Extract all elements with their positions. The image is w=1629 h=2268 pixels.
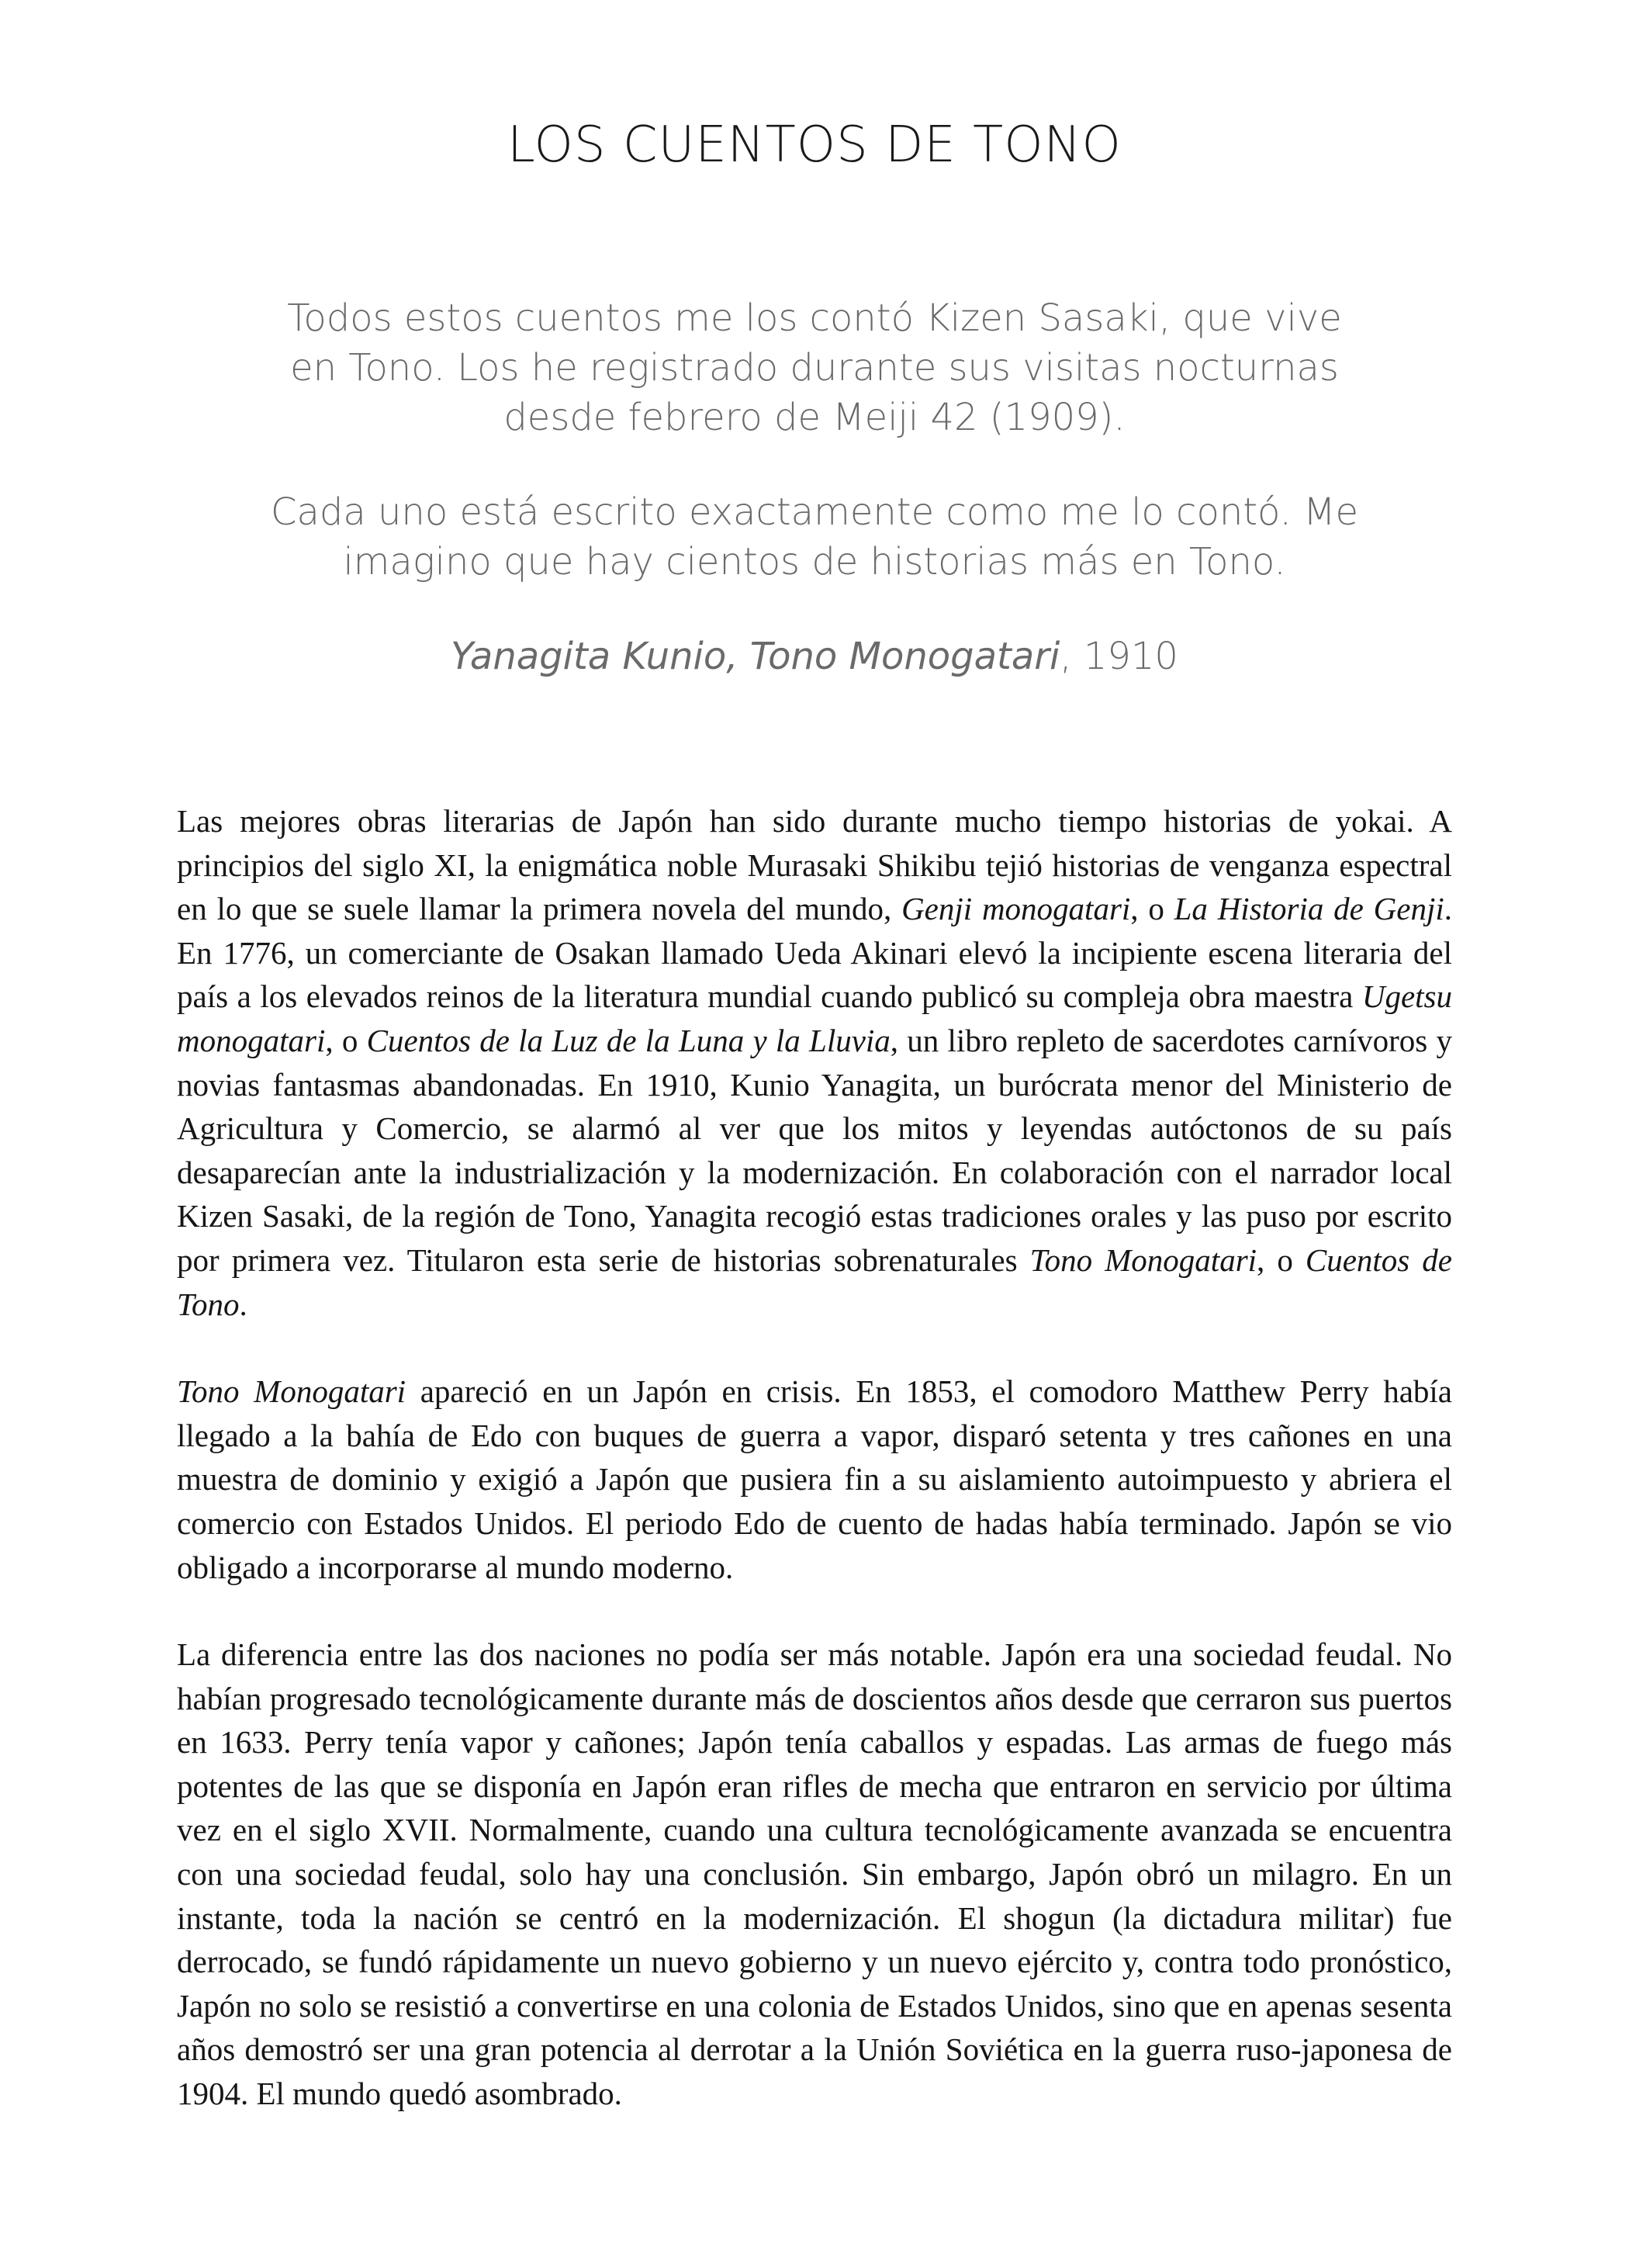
epigraph-citation — [264, 632, 1365, 681]
epigraph — [264, 293, 1365, 681]
italic-title: Tono Monogatari — [177, 1373, 406, 1410]
text-run: . — [239, 1286, 247, 1322]
citation-author: Yanagita Kunio — [451, 635, 727, 678]
text-run: , o — [1257, 1241, 1306, 1278]
italic-title: Cuentos de la Luz de la Luna y la Lluvia — [366, 1022, 891, 1058]
body-text — [177, 799, 1452, 2116]
epigraph-paragraph-1: Todos estos cuentos me los contó Kizen Sasaki, que vive en Tono. Los he registrado durante sus visitas nocturnas desde febrero de Meiji 42 (1909). — [287, 296, 1342, 439]
text-run: . En 1776, un comerciante de Osakan llamado Ueda Akinari elevó la incipiente escena literaria del país a los elevados reinos de la literatura mundial cuando publicó su compleja obra maestra — [177, 891, 1452, 1015]
citation-year: , 1910 — [1060, 635, 1178, 678]
italic-title: Genji monogatari — [901, 891, 1131, 927]
italic-title: Tono Monogatari — [1029, 1241, 1257, 1278]
body-paragraph-3: La diferencia entre las dos naciones no podía ser más notable. Japón era una sociedad feudal. No habían progresado tecnológicamente durante más de doscientos años desde que cerraron sus puertos en 1633. Perry tenía vapor y cañones; Japón tenía caballos y espadas. Las armas de fuego más potentes de las que se disponía en Japón eran rifles de mecha que entraron en servicio por última vez en el siglo XVII. Normalmente, cuando una cultura tecnológicamente avanzada se encuentra con una sociedad feudal, solo hay una conclusión. Sin embargo, Japón obró un milagro. En un instante, toda la nación se centró en la modernización. El shogun (la dictadura militar) fue derrocado, se fundó rápidamente un nuevo gobierno y un nuevo ejército y, contra todo pronóstico, Japón no solo se resistió a convertirse en una colonia de Estados Unidos, sino que en apenas sesenta años demostró ser una gran potencia al derrotar a la Unión Soviética en la guerra ruso-japonesa de 1904. El mundo quedó asombrado. — [177, 1636, 1452, 2112]
citation-separator: , — [726, 635, 750, 678]
text-run: , o — [325, 1022, 367, 1058]
chapter-title: LOS CUENTOS DE TONO — [507, 116, 1122, 174]
body-paragraph-2 — [177, 1369, 1452, 1589]
italic-title: Cuentos de Tono — [177, 1241, 1453, 1322]
text-run: , o — [1130, 891, 1174, 927]
italic-title: Ugetsu monogatari — [177, 978, 1452, 1058]
text-run: , un libro repleto de sacerdotes carnívoros y novias fantasmas abandonadas. En 1910, Kunio Yanagita, un burócrata menor del Ministerio de Agricultura y Comercio, se alarmó al ver que los mitos y leyendas autóctonos de su país desaparecían ante la industrialización y la modernización. En colaboración con el narrador local Kizen Sasaki, de la región de Tono, Yanagita recogió estas tradiciones orales y las puso por escrito por primera vez. Titularon esta serie de historias sobrenaturales — [177, 1022, 1453, 1278]
text-run: apareció en un Japón en crisis. En 1853, el comodoro Matthew Perry había llegado a la bahía de Edo con buques de guerra a vapor, disparó setenta y tres cañones en una muestra de dominio y exigió a Japón que pusiera fin a su aislamiento autoimpuesto y abriera el comercio con Estados Unidos. El periodo Edo de cuento de hadas había terminado. Japón se vio obligado a incorporarse al mundo moderno. — [177, 1373, 1453, 1585]
epigraph-paragraph-2: Cada uno está escrito exactamente como me lo contó. Me imagino que hay cientos de historias más en Tono. — [270, 490, 1359, 583]
citation-work: Tono Monogatari — [749, 635, 1060, 678]
body-paragraph-1 — [177, 799, 1452, 1326]
text-run: Las mejores obras literarias de Japón han sido durante mucho tiempo historias de yokai. A principios del siglo XI, la enigmática noble Murasaki Shikibu tejió historias de venganza espectral en lo que se suele llamar la primera novela del mundo, — [177, 803, 1452, 927]
italic-title: La Historia de Genji — [1174, 891, 1444, 927]
